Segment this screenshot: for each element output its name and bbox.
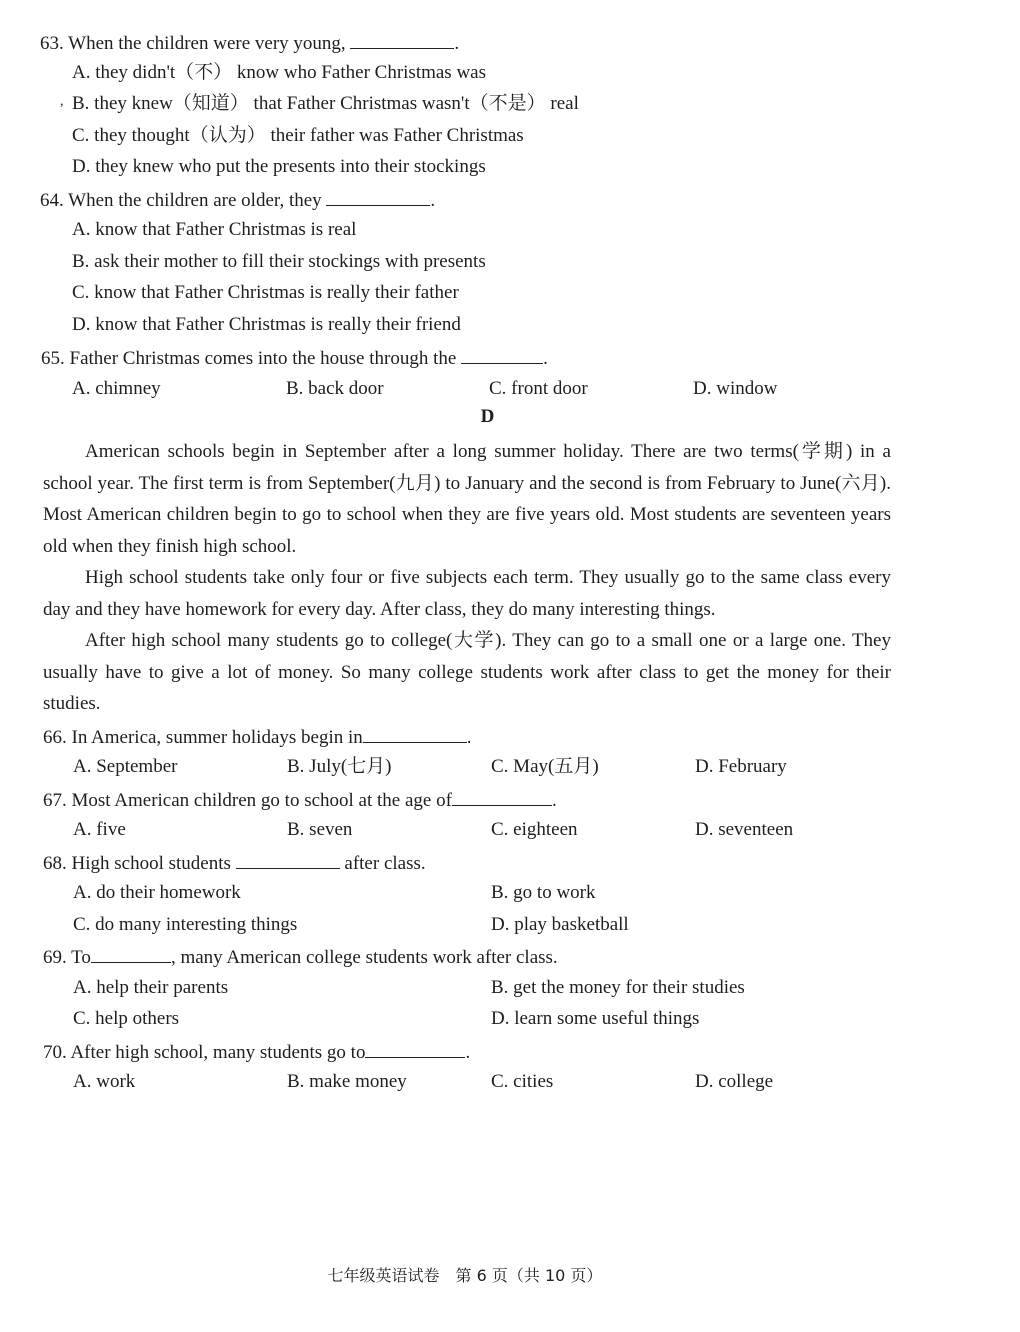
question-stem: 68. High school students <box>43 853 231 874</box>
option-b: B. July(七月) <box>287 756 392 777</box>
passage-paragraph-3: After high school many students go to college(大学). They can go to a small one or a large one. They usually have to give a lot of money. So many college students work after class to get the money for their studies. <box>43 630 891 714</box>
option-d: D. know that Father Christmas is really their friend <box>72 314 461 335</box>
question-69 <box>43 944 558 970</box>
option-d: D. window <box>693 378 778 399</box>
page-footer: 七年级英语试卷 第 6 页（共 10 页） <box>327 1266 603 1285</box>
option-b: B. they knew（知道） that Father Christmas wasn't（不是） real <box>72 93 579 114</box>
passage-paragraph-2: High school students take only four or five subjects each term. They usually go to the same class every day and they have homework for every day. After class, they do many interesting things. <box>43 567 891 620</box>
option-b: B. ask their mother to fill their stockings with presents <box>72 251 486 272</box>
answer-blank <box>365 1039 465 1058</box>
question-stem: 66. In America, summer holidays begin in <box>43 727 363 748</box>
option-d: D. seventeen <box>695 819 794 840</box>
question-stem-end: after class. <box>344 853 426 874</box>
pen-mark: , <box>60 94 64 109</box>
option-d: D. college <box>695 1071 774 1092</box>
option-c: C. know that Father Christmas is really their father <box>72 282 459 303</box>
answer-blank <box>91 944 171 963</box>
answer-blank <box>461 345 543 364</box>
question-63: 63. When the children were very young, . <box>40 30 459 56</box>
question-64: 64. When the children are older, they . <box>40 187 435 213</box>
section-title: D <box>480 406 495 427</box>
option-c: C. they thought（认为） their father was Father Christmas <box>72 125 524 146</box>
question-stem: 64. When the children are older, they <box>40 190 322 211</box>
answer-blank <box>326 187 430 206</box>
option-a: A. five <box>73 819 126 840</box>
option-a: A. know that Father Christmas is real <box>72 219 357 240</box>
option-a: A. chimney <box>72 378 161 399</box>
question-67: 67. Most American children go to school at the age of . <box>43 787 557 813</box>
option-b: B. make money <box>287 1071 407 1092</box>
question-66: 66. In America, summer holidays begin in . <box>43 724 472 750</box>
option-c: C. front door <box>489 378 588 399</box>
answer-blank <box>452 787 552 806</box>
option-a: A. September <box>73 756 178 777</box>
option-a: A. help their parents <box>73 977 229 998</box>
option-a: A. they didn't（不） know who Father Christmas was <box>72 62 487 83</box>
option-c: C. eighteen <box>491 819 578 840</box>
question-stem: 69. To <box>43 947 91 968</box>
option-d: D. they knew who put the presents into their stockings <box>72 156 486 177</box>
question-65: 65. Father Christmas comes into the house through the . <box>41 345 548 371</box>
option-c: C. help others <box>73 1008 180 1029</box>
question-68 <box>43 850 426 876</box>
question-stem: 63. When the children were very young, <box>40 33 346 54</box>
option-d: D. play basketball <box>491 914 629 935</box>
option-c: C. May(五月) <box>491 756 599 777</box>
option-d: D. February <box>695 756 787 777</box>
question-stem: 65. Father Christmas comes into the house through the <box>41 348 457 369</box>
answer-blank <box>350 30 454 49</box>
option-b: B. back door <box>286 378 384 399</box>
option-b: B. get the money for their studies <box>491 977 745 998</box>
option-c: C. do many interesting things <box>73 914 298 935</box>
question-70: 70. After high school, many students go to . <box>43 1039 470 1065</box>
answer-blank <box>363 724 467 743</box>
option-b: B. seven <box>287 819 353 840</box>
option-a: A. do their homework <box>73 882 241 903</box>
passage-paragraph-1: American schools begin in September after a long summer holiday. There are two terms(学期) in a school year. The first term is from September(九月) to January and the second is from February to June(六月). Most American children begin to go to school when they are five years old. Most students are seventeen years old when they finish high school. <box>43 441 891 557</box>
option-d: D. learn some useful things <box>491 1008 700 1029</box>
option-a: A. work <box>73 1071 136 1092</box>
question-stem: 70. After high school, many students go to <box>43 1042 366 1063</box>
option-c: C. cities <box>491 1071 554 1092</box>
answer-blank <box>236 850 340 869</box>
option-b: B. go to work <box>491 882 596 903</box>
question-stem: 67. Most American children go to school at the age of <box>43 790 452 811</box>
question-stem-end: , many American college students work after class. <box>170 947 558 968</box>
